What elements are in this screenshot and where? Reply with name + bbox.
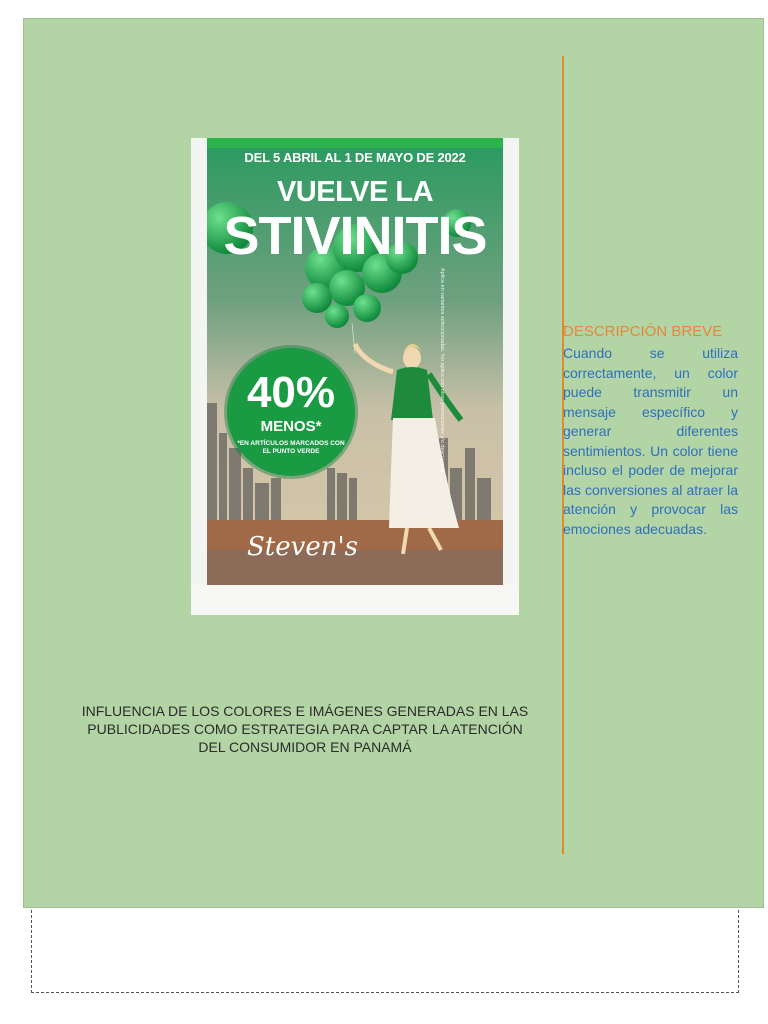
balloon	[325, 304, 349, 328]
discount-badge	[227, 348, 355, 476]
discount-label: MENOS*	[260, 418, 322, 435]
description-heading: DESCRIPCIÓN BREVE	[563, 323, 723, 340]
discount-footnote: *EN ARTÍCULOS MARCADOS CON EL PUNTO VERDE	[237, 440, 345, 455]
balloon	[302, 283, 332, 313]
advertisement-poster	[191, 138, 519, 615]
poster-headline-brand: STIVINITIS	[223, 206, 487, 266]
poster-headline: VUELVE LA	[276, 176, 434, 208]
discount-percentage: 40%	[246, 368, 336, 417]
poster-date-range: DEL 5 ABRIL AL 1 DE MAYO DE 2022	[244, 150, 466, 165]
document-title: INFLUENCIA DE LOS COLORES E IMÁGENES GENERADAS EN LAS PUBLICIDADES COMO ESTRATEGIA PARA CAPTAR LA ATENCIÓN DEL CONSUMIDOR EN PANAMÁ	[81, 703, 529, 755]
stevens-logo: Steven's	[247, 532, 358, 562]
poster-top-strip	[207, 138, 503, 148]
balloon	[353, 294, 381, 322]
poster-fine-print: Aplica en variantes seleccionadas. No aplica con otras promociones y/o descuentos.	[439, 268, 445, 475]
poster-bottom-margin	[191, 585, 519, 615]
description-body: Cuando se utiliza correctamente, un color puede transmitir un mensaje específico y generar diferentes sentimientos. Un color tiene incluso el poder de mejorar las conversiones al atraer la atención y provocar las emociones adecuadas.	[563, 345, 738, 537]
